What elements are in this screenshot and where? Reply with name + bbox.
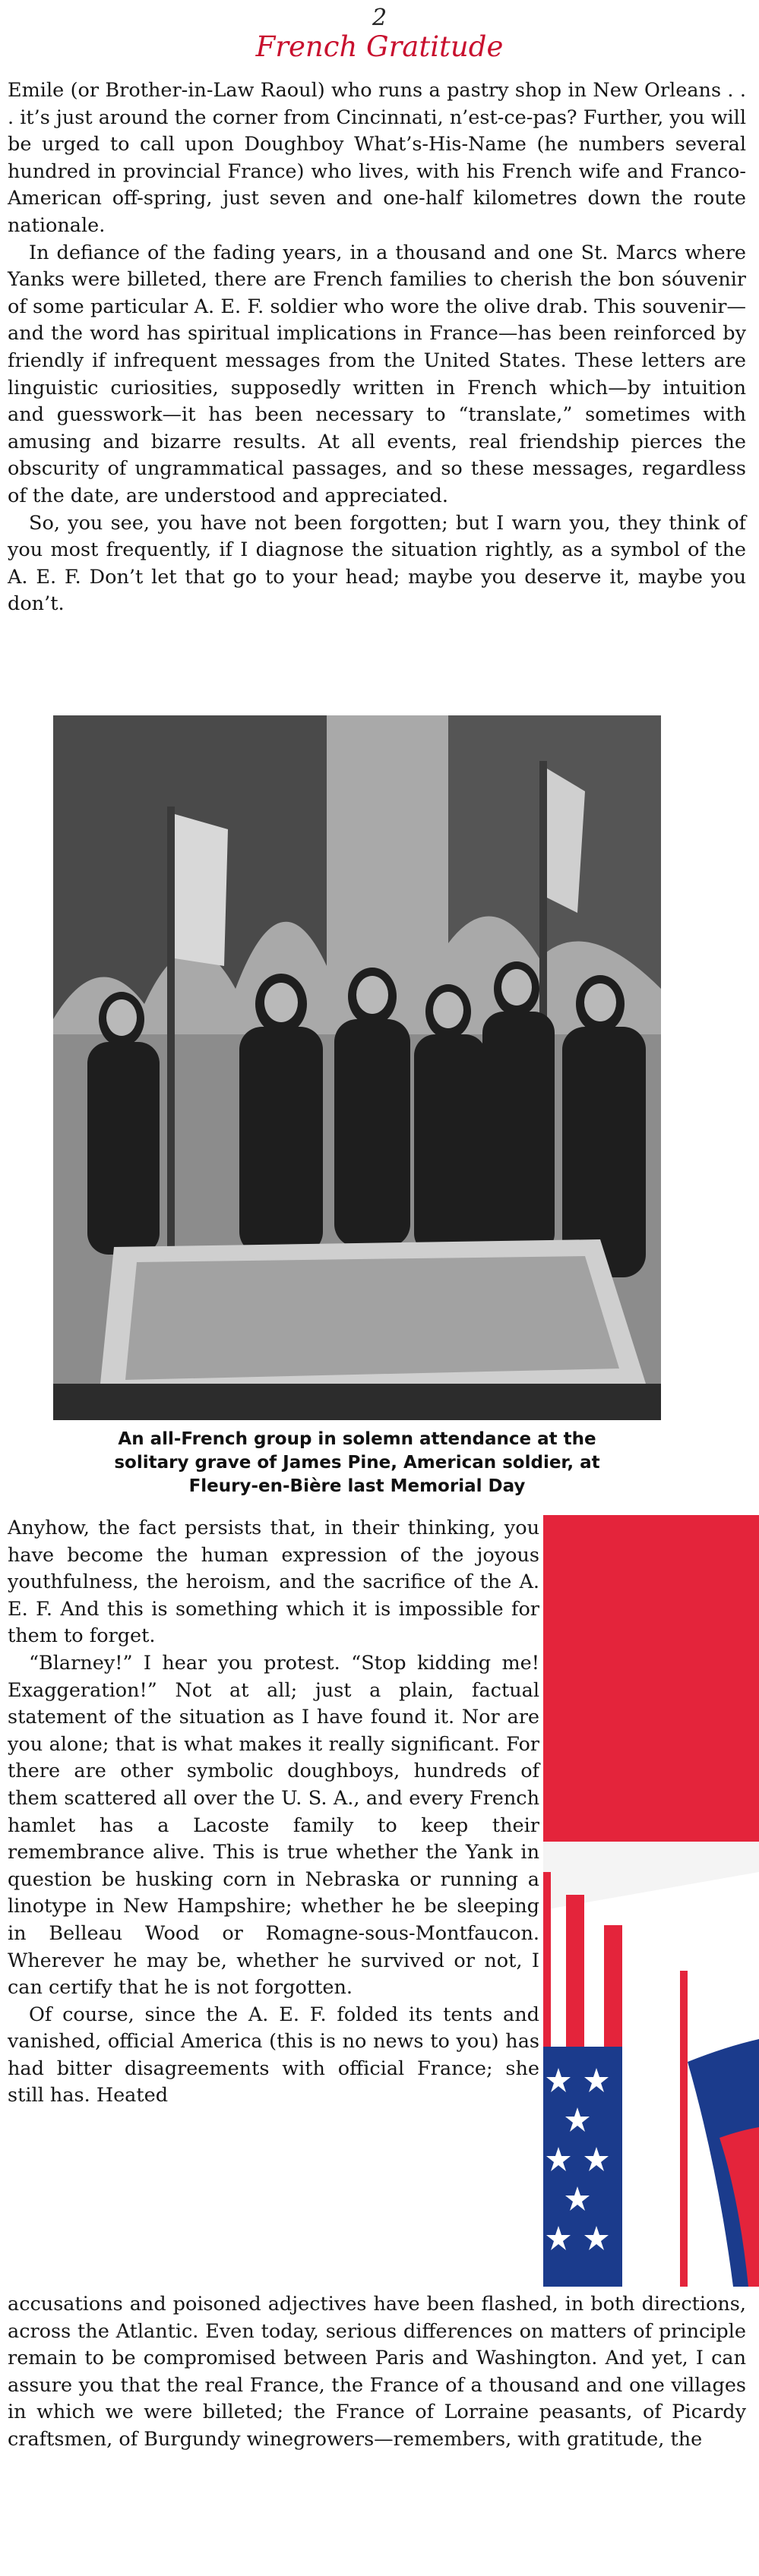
paragraph: So, you see, you have not been forgotten; but I warn you, they think of you most frequently, if I diagnose the situation rightly, as a symbol of the A. E. F. Don’t let that go to your head; maybe you deserve it, maybe you don’t. [8,511,746,616]
article-column-text [8,1515,539,2110]
paragraph: Emile (or Brother-in-Law Raoul) who runs a pastry shop in New Orleans . . . it’s just around the corner from Cincinnati, n’est-ce-pas? Further, you will be urged to call upon Doughboy What’s-His-Name (he numbers several hundred in provincial France) who lives, with his French wife and Franco-American off-spring, just seven and one-half kilometres down the route nationale. [8,79,746,237]
caption-line: solitary grave of James Pine, American soldier, at [114,1453,600,1473]
photo-illustration [53,715,661,1420]
photo-caption [46,1428,669,1498]
flags-graphic [543,1515,759,2287]
running-title: French Gratitude [255,30,504,63]
paragraph: Of course, since the A. E. F. folded its tents and vanished, official America (this is no news to you) has had bitter disagreements with official France; she still has. Heated [8,2003,539,2107]
paragraph: “Blarney!” I hear you protest. “Stop kidding me! Exaggeration!” Not at all; just a plain, factual statement of the situation as I have found it. Nor are you alone; that is what makes it really significant. For there are other symbolic doughboys, hundreds of them scattered all over the U. S. A., and every French hamlet has a Lacoste family to keep their remembrance alive. This is true whether the Yank in question be husking corn in Nebraska or running a linotype in New Hampshire; whether he be sleeping in Belleau Wood or Romagne-sous-Montfaucon. Wherever he may be, whether he survived or not, I can certify that he is not forgotten. [8,1651,539,2000]
paragraph: In defiance of the fading years, in a thousand and one St. Marcs where Yanks were billeted, there are French families to cherish the bon sóuvenir of some particular A. E. F. soldier who wore the olive drab. This souvenir—and the word has spiritual implications in France—has been reinforced by friendly if infrequent messages from the United States. These letters are linguistic curiosities, supposedly written in French which—by intuition and guesswork—it has been necessary to “translate,” sometimes with amusing and bizarre results. At all events, real friendship pierces the obscurity of ungrammatical passages, and so these messages, regardless of the date, are understood and appreciated. [8,241,746,507]
flags-illustration [543,1515,759,2287]
caption-line: Fleury-en-Bière last Memorial Day [188,1476,526,1496]
paragraph: Anyhow, the fact persists that, in their thinking, you have become the human expression of the joyous youthfulness, the heroism, and the sacrifice of the A. E. F. And this is something which it is impossible for them to forget. [8,1517,539,1648]
paragraph: accusations and poisoned adjectives have been flashed, in both directions, across the Atlantic. Even today, serious differences on matters of principle remain to be compromised between Paris and Washington. And yet, I can assure you that the real France, the France of a thousand and one villages in which we were billeted; the France of Lorraine peasants, of Picardy craftsmen, of Burgundy winegrowers—remembers, with gratitude, the [8,2293,746,2451]
article-top-text [8,77,746,618]
caption-line: An all-French group in solemn attendance at the [118,1429,596,1449]
page-number: 2 [372,5,387,31]
memorial-photo [53,715,661,1420]
article-bottom-text [8,2291,746,2454]
